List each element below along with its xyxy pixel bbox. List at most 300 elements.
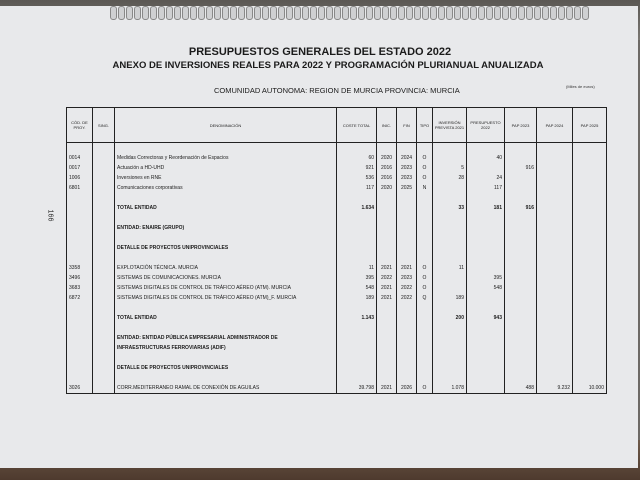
cell-pres: 181 (467, 203, 505, 213)
cell-pres (467, 353, 505, 363)
spiral-loop (510, 6, 517, 20)
cell-sing (93, 273, 115, 283)
cell-p23 (505, 253, 537, 263)
spiral-loop (534, 6, 541, 20)
spiral-loop (238, 6, 245, 20)
spiral-loop (254, 6, 261, 20)
cell-p23 (505, 353, 537, 363)
cell-p25 (573, 253, 607, 263)
cell-cod (67, 203, 93, 213)
spiral-loop (230, 6, 237, 20)
cell-tipo (417, 213, 433, 223)
cell-tipo (417, 303, 433, 313)
cell-pres (467, 363, 505, 373)
cell-sing (93, 233, 115, 243)
total-row (67, 203, 607, 213)
spacer-row (67, 193, 607, 203)
cell-sing (93, 263, 115, 273)
spiral-loop (582, 6, 589, 20)
cell-p25 (573, 173, 607, 183)
cell-pres: 40 (467, 153, 505, 163)
cell-fin: 2022 (397, 283, 417, 293)
cell-cod (67, 353, 93, 363)
cell-fin: 2024 (397, 153, 417, 163)
table-row (67, 273, 607, 283)
spacer-row (67, 303, 607, 313)
spiral-loop (158, 6, 165, 20)
spiral-loop (174, 6, 181, 20)
cell-cod (67, 143, 93, 154)
cell-inic (377, 363, 397, 373)
spiral-loop (558, 6, 565, 20)
spiral-loop (198, 6, 205, 20)
cell-den: EXPLOTACIÓN TÉCNICA. MURCIA (115, 263, 337, 273)
cell-fin (397, 333, 417, 343)
cell-tipo: O (417, 163, 433, 173)
cell-sing (93, 223, 115, 233)
spiral-loop (262, 6, 269, 20)
cell-cod: 3496 (67, 273, 93, 283)
cell-tipo: O (417, 273, 433, 283)
cell-p25 (573, 303, 607, 313)
section-heading-row (67, 343, 607, 353)
cell-inic (377, 353, 397, 363)
cell-inic: 2016 (377, 173, 397, 183)
spiral-loop (134, 6, 141, 20)
cell-p24 (537, 263, 573, 273)
cell-p25 (573, 143, 607, 154)
cell-sing (93, 323, 115, 333)
cell-p25 (573, 333, 607, 343)
document-subtitle: ANEXO DE INVERSIONES REALES PARA 2022 Y PROGRAMACIÓN PLURIANUAL ANUALIZADA (112, 60, 544, 71)
spiral-loop (406, 6, 413, 20)
cell-pres (467, 323, 505, 333)
cell-p25 (573, 363, 607, 373)
cell-inic: 2021 (377, 293, 397, 303)
column-header: CÓD. DE PROY. (67, 108, 93, 143)
cell-p24 (537, 343, 573, 353)
cell-cod (67, 343, 93, 353)
cell-den: SISTEMAS DIGITALES DE CONTROL DE TRÁFICO AÉREO (ATM). MURCIA (115, 283, 337, 293)
spiral-loop (358, 6, 365, 20)
cell-p23 (505, 223, 537, 233)
cell-coste (337, 353, 377, 363)
cell-sing (93, 333, 115, 343)
cell-pres (467, 163, 505, 173)
spiral-loop (326, 6, 333, 20)
table-row (67, 263, 607, 273)
spiral-loop (542, 6, 549, 20)
column-header: TIPO (417, 108, 433, 143)
cell-p25 (573, 373, 607, 383)
spiral-loop (334, 6, 341, 20)
cell-cod (67, 243, 93, 253)
spiral-loop (374, 6, 381, 20)
cell-fin: 2023 (397, 163, 417, 173)
cell-inic (377, 253, 397, 263)
spacer-row (67, 323, 607, 333)
cell-pres (467, 373, 505, 383)
cell-sing (93, 353, 115, 363)
cell-p23 (505, 333, 537, 343)
cell-p25 (573, 203, 607, 213)
cell-p23 (505, 303, 537, 313)
cell-cod (67, 253, 93, 263)
units-note: (Miles de euros) (566, 84, 595, 89)
cell-den: Inversiones en RNE (115, 173, 337, 183)
cell-sing (93, 163, 115, 173)
cell-coste (337, 243, 377, 253)
cell-pres: 24 (467, 173, 505, 183)
cell-p24 (537, 163, 573, 173)
cell-prev (433, 303, 467, 313)
cell-prev (433, 323, 467, 333)
cell-coste: 60 (337, 153, 377, 163)
region-province-line: COMUNIDAD AUTONOMA: REGION DE MURCIA PROVINCIA: MURCIA (214, 86, 460, 95)
cell-prev: 1.078 (433, 383, 467, 394)
cell-tipo (417, 333, 433, 343)
cell-tipo (417, 373, 433, 383)
spacer-row (67, 373, 607, 383)
cell-p23 (505, 323, 537, 333)
table-header-row (67, 108, 607, 143)
spiral-loop (470, 6, 477, 20)
cell-inic (377, 303, 397, 313)
cell-p23 (505, 343, 537, 353)
cell-coste (337, 303, 377, 313)
cell-inic: 2020 (377, 183, 397, 193)
cell-pres (467, 243, 505, 253)
cell-p25 (573, 293, 607, 303)
table-row (67, 183, 607, 193)
cell-cod: 6801 (67, 183, 93, 193)
cell-fin (397, 373, 417, 383)
spacer-row (67, 213, 607, 223)
cell-den: Medidas Correctoras y Reordenación de Espacios (115, 153, 337, 163)
cell-p23 (505, 213, 537, 223)
cell-p23 (505, 313, 537, 323)
cell-p25 (573, 163, 607, 173)
cell-tipo (417, 353, 433, 363)
column-header: PAP 2025 (573, 108, 607, 143)
cell-den: Actuación a HD-UHD (115, 163, 337, 173)
cell-tipo (417, 203, 433, 213)
cell-cod: 3683 (67, 283, 93, 293)
cell-pres: 117 (467, 183, 505, 193)
cell-den (115, 323, 337, 333)
cell-fin (397, 213, 417, 223)
spacer-row (67, 143, 607, 154)
cell-coste (337, 343, 377, 353)
cell-pres: 395 (467, 273, 505, 283)
cell-prev (433, 143, 467, 154)
cell-inic: 2021 (377, 383, 397, 394)
spiral-loop (286, 6, 293, 20)
cell-coste (337, 363, 377, 373)
cell-den: INFRAESTRUCTURAS FERROVIARIAS (ADIF) (115, 343, 337, 353)
table-row (67, 383, 607, 394)
spiral-loop (422, 6, 429, 20)
cell-p25: 10.000 (573, 383, 607, 394)
cell-coste: 39.798 (337, 383, 377, 394)
cell-prev (433, 223, 467, 233)
cell-den: SISTEMAS DIGITALES DE CONTROL DE TRÁFICO AÉREO (ATM)_F. MURCIA (115, 293, 337, 303)
cell-den (115, 303, 337, 313)
cell-den (115, 353, 337, 363)
cell-sing (93, 243, 115, 253)
cell-p23 (505, 273, 537, 283)
cell-p23 (505, 293, 537, 303)
cell-p24 (537, 213, 573, 223)
section-heading-row (67, 363, 607, 373)
cell-p24 (537, 323, 573, 333)
cell-p24 (537, 353, 573, 363)
column-header: PAP 2024 (537, 108, 573, 143)
cell-coste: 189 (337, 293, 377, 303)
column-header: INIC. (377, 108, 397, 143)
spacer-row (67, 253, 607, 263)
cell-prev (433, 343, 467, 353)
cell-cod (67, 363, 93, 373)
cell-prev: 33 (433, 203, 467, 213)
cell-sing (93, 173, 115, 183)
cell-p24 (537, 273, 573, 283)
cell-sing (93, 193, 115, 203)
cell-p23 (505, 233, 537, 243)
cell-p25 (573, 323, 607, 333)
cell-sing (93, 313, 115, 323)
cell-pres (467, 223, 505, 233)
cell-p25 (573, 183, 607, 193)
cell-inic: 2022 (377, 273, 397, 283)
cell-den (115, 373, 337, 383)
cell-p24 (537, 373, 573, 383)
cell-prev: 28 (433, 173, 467, 183)
cell-fin (397, 323, 417, 333)
cell-den: SISTEMAS DE COMUNICACIONES. MURCIA (115, 273, 337, 283)
cell-cod (67, 303, 93, 313)
table-body (67, 143, 607, 394)
cell-prev (433, 353, 467, 363)
cell-pres (467, 303, 505, 313)
cell-inic (377, 193, 397, 203)
cell-den: TOTAL ENTIDAD (115, 313, 337, 323)
investment-table (66, 107, 607, 394)
spiral-loop (494, 6, 501, 20)
cell-coste: 117 (337, 183, 377, 193)
cell-fin (397, 343, 417, 353)
cell-coste (337, 253, 377, 263)
cell-inic (377, 143, 397, 154)
cell-prev (433, 183, 467, 193)
spiral-loop (222, 6, 229, 20)
cell-p25 (573, 213, 607, 223)
spiral-loop (310, 6, 317, 20)
spiral-loop (190, 6, 197, 20)
cell-coste: 548 (337, 283, 377, 293)
cell-cod (67, 223, 93, 233)
cell-cod (67, 313, 93, 323)
cell-p24 (537, 193, 573, 203)
cell-p23 (505, 143, 537, 154)
cell-den: Comunicaciones corporativas (115, 183, 337, 193)
cell-pres (467, 263, 505, 273)
cell-pres (467, 143, 505, 154)
cell-inic (377, 343, 397, 353)
cell-coste: 395 (337, 273, 377, 283)
cell-p24 (537, 143, 573, 154)
cell-coste (337, 143, 377, 154)
page-number: 166 (46, 209, 54, 222)
cell-inic (377, 233, 397, 243)
spacer-row (67, 233, 607, 243)
spiral-loop (438, 6, 445, 20)
cell-prev (433, 233, 467, 243)
cell-tipo: O (417, 173, 433, 183)
cell-inic (377, 313, 397, 323)
cell-fin: 2025 (397, 183, 417, 193)
spiral-loop (270, 6, 277, 20)
cell-prev (433, 283, 467, 293)
cell-cod (67, 333, 93, 343)
cell-prev (433, 373, 467, 383)
cell-coste (337, 233, 377, 243)
cell-tipo (417, 223, 433, 233)
cell-cod: 1006 (67, 173, 93, 183)
cell-p25 (573, 263, 607, 273)
cell-p23: 916 (505, 203, 537, 213)
cell-sing (93, 343, 115, 353)
total-row (67, 313, 607, 323)
cell-fin (397, 193, 417, 203)
cell-tipo (417, 363, 433, 373)
spiral-loop (390, 6, 397, 20)
cell-prev (433, 213, 467, 223)
cell-sing (93, 143, 115, 154)
cell-prev: 200 (433, 313, 467, 323)
cell-pres (467, 253, 505, 263)
cell-den: DETALLE DE PROYECTOS UNIPROVINCIALES (115, 243, 337, 253)
cell-p24 (537, 183, 573, 193)
spiral-loop (142, 6, 149, 20)
cell-prev: 5 (433, 163, 467, 173)
spiral-loop (350, 6, 357, 20)
spiral-loop (574, 6, 581, 20)
cell-fin: 2023 (397, 273, 417, 283)
cell-coste (337, 373, 377, 383)
cell-prev (433, 153, 467, 163)
cell-den: ENTIDAD: ENTIDAD PÚBLICA EMPRESARIAL ADMINISTRADOR DE (115, 333, 337, 343)
cell-cod (67, 233, 93, 243)
cell-inic (377, 323, 397, 333)
cell-pres (467, 233, 505, 243)
cell-p23 (505, 373, 537, 383)
cell-p25 (573, 243, 607, 253)
cell-coste: 536 (337, 173, 377, 183)
cell-fin (397, 203, 417, 213)
cell-p23: 916 (505, 163, 537, 173)
column-header: FIN (397, 108, 417, 143)
table-row (67, 173, 607, 183)
spiral-loop (430, 6, 437, 20)
cell-sing (93, 363, 115, 373)
cell-coste: 1.634 (337, 203, 377, 213)
cell-p24 (537, 153, 573, 163)
cell-sing (93, 153, 115, 163)
cell-tipo (417, 253, 433, 263)
spiral-loop (366, 6, 373, 20)
spiral-loop (446, 6, 453, 20)
cell-sing (93, 373, 115, 383)
cell-prev (433, 333, 467, 343)
spacer-row (67, 353, 607, 363)
spiral-binding (0, 6, 630, 20)
spiral-loop (486, 6, 493, 20)
cell-cod: 3026 (67, 383, 93, 394)
cell-coste (337, 323, 377, 333)
column-header: PAP 2023 (505, 108, 537, 143)
cell-fin (397, 353, 417, 363)
cell-p25 (573, 233, 607, 243)
cell-tipo: O (417, 153, 433, 163)
spiral-loop (318, 6, 325, 20)
cell-prev (433, 193, 467, 203)
spiral-loop (182, 6, 189, 20)
cell-p24 (537, 233, 573, 243)
cell-den (115, 253, 337, 263)
cell-p25 (573, 313, 607, 323)
cell-coste: 921 (337, 163, 377, 173)
cell-fin: 2021 (397, 263, 417, 273)
cell-inic: 2016 (377, 163, 397, 173)
column-header: INVERSIÓN PREVISTA 2021 (433, 108, 467, 143)
cell-tipo (417, 143, 433, 154)
section-heading-row (67, 333, 607, 343)
cell-pres: 943 (467, 313, 505, 323)
spiral-loop (566, 6, 573, 20)
table-row (67, 153, 607, 163)
spiral-loop (214, 6, 221, 20)
cell-p24 (537, 253, 573, 263)
cell-den (115, 143, 337, 154)
spiral-loop (550, 6, 557, 20)
spiral-loop (278, 6, 285, 20)
cell-tipo: O (417, 283, 433, 293)
cell-tipo: Q (417, 293, 433, 303)
cell-p24 (537, 243, 573, 253)
cell-inic: 2021 (377, 283, 397, 293)
cell-den: ENTIDAD: ENAIRE (GRUPO) (115, 223, 337, 233)
section-heading-row (67, 243, 607, 253)
spiral-loop (294, 6, 301, 20)
cell-pres: 548 (467, 283, 505, 293)
spiral-loop (462, 6, 469, 20)
cell-p24 (537, 333, 573, 343)
cell-coste: 1.143 (337, 313, 377, 323)
cell-den: TOTAL ENTIDAD (115, 203, 337, 213)
cell-p24 (537, 223, 573, 233)
cell-p25 (573, 153, 607, 163)
spiral-loop (526, 6, 533, 20)
spiral-loop (454, 6, 461, 20)
cell-prev: 189 (433, 293, 467, 303)
cell-tipo: O (417, 383, 433, 394)
cell-p24 (537, 313, 573, 323)
cell-cod: 0017 (67, 163, 93, 173)
cell-sing (93, 383, 115, 394)
cell-p23 (505, 153, 537, 163)
column-header: COSTE TOTAL (337, 108, 377, 143)
